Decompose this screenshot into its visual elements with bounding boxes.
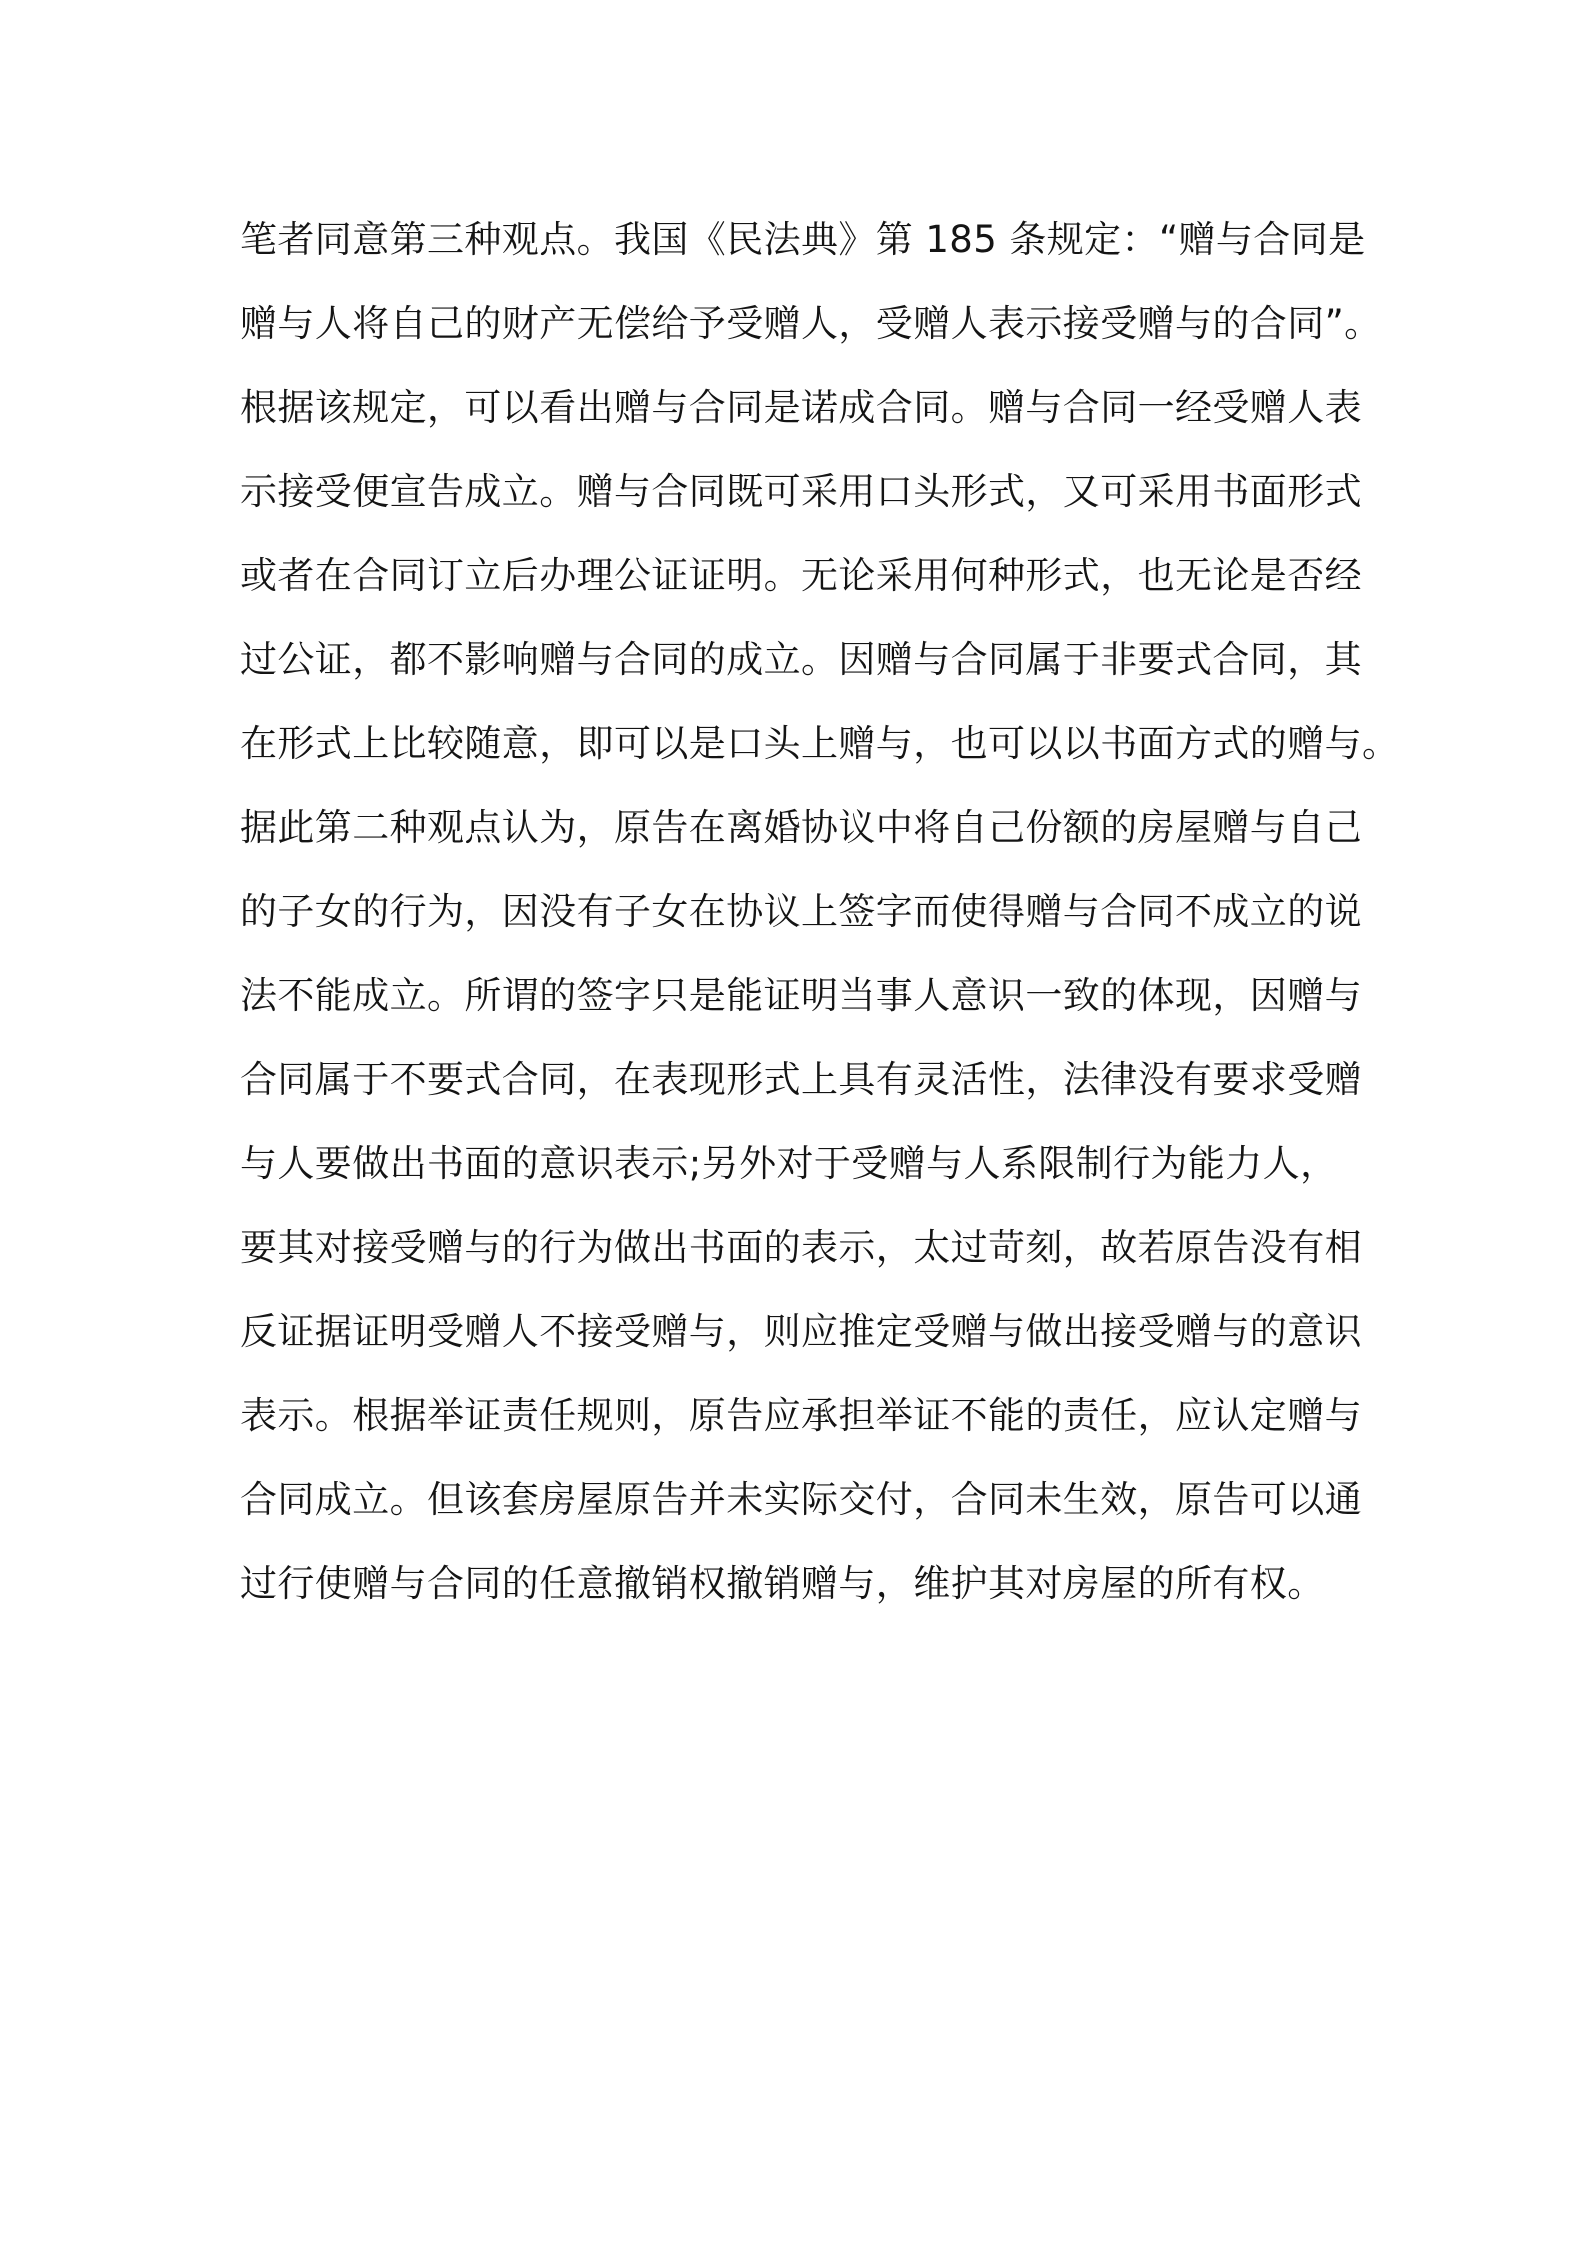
paragraph-line: 或者在合同订立后办理公证证明。无论采用何种形式，也无论是否经	[240, 554, 1362, 597]
paragraph-line: 的子女的行为，因没有子女在协议上签字而使得赠与合同不成立的说	[240, 890, 1362, 933]
paragraph-line: 赠与人将自己的财产无偿给予受赠人，受赠人表示接受赠与的合同”。	[240, 302, 1382, 345]
paragraph-line: 过公证，都不影响赠与合同的成立。因赠与合同属于非要式合同，其	[240, 638, 1362, 681]
paragraph-line: 与人要做出书面的意识表示;另外对于受赠与人系限制行为能力人，	[240, 1142, 1338, 1185]
paragraph-line: 笔者同意第三种观点。我国《民法典》第 185 条规定：“赠与合同是	[240, 218, 1366, 261]
paragraph-line: 示接受便宣告成立。赠与合同既可采用口头形式，又可采用书面形式	[240, 470, 1362, 513]
paragraph-line: 过行使赠与合同的任意撤销权撤销赠与，维护其对房屋的所有权。	[240, 1562, 1325, 1605]
paragraph-line: 反证据证明受赠人不接受赠与，则应推定受赠与做出接受赠与的意识	[240, 1310, 1362, 1353]
paragraph-line: 根据该规定，可以看出赠与合同是诺成合同。赠与合同一经受赠人表	[240, 386, 1362, 429]
paragraph-line: 要其对接受赠与的行为做出书面的表示，太过苛刻，故若原告没有相	[240, 1226, 1362, 1269]
body-paragraph	[240, 198, 1400, 1626]
paragraph-line: 法不能成立。所谓的签字只是能证明当事人意识一致的体现，因赠与	[240, 974, 1362, 1017]
paragraph-line: 据此第二种观点认为，原告在离婚协议中将自己份额的房屋赠与自己	[240, 806, 1362, 849]
paragraph-line: 合同成立。但该套房屋原告并未实际交付，合同未生效，原告可以通	[240, 1478, 1362, 1521]
paragraph-line: 表示。根据举证责任规则，原告应承担举证不能的责任，应认定赠与	[240, 1394, 1362, 1437]
paragraph-line: 在形式上比较随意，即可以是口头上赠与，也可以以书面方式的赠与。	[240, 722, 1400, 765]
paragraph-line: 合同属于不要式合同，在表现形式上具有灵活性，法律没有要求受赠	[240, 1058, 1362, 1101]
